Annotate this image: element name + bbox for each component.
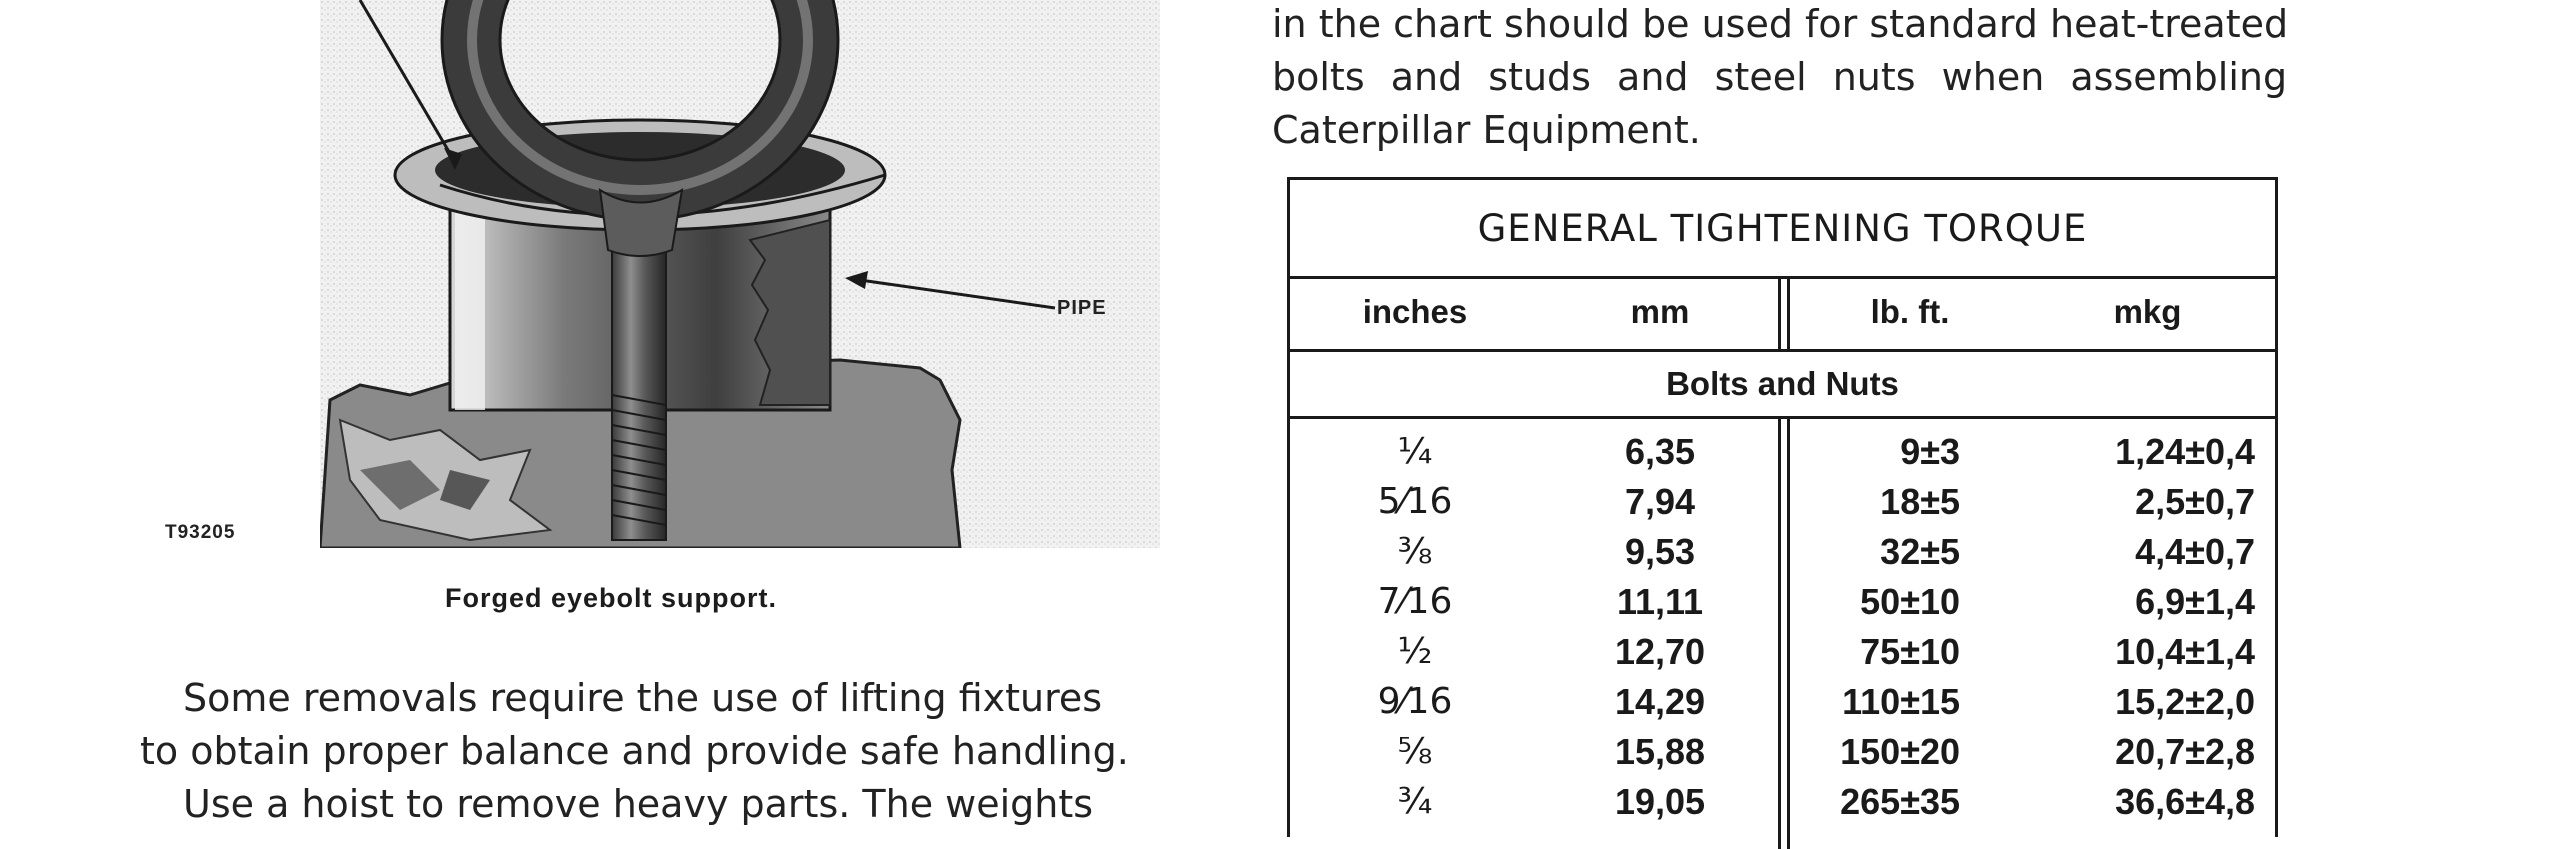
cell-lbft: 32±5	[1880, 531, 1960, 572]
cell-lbft: 18±5	[1880, 481, 1960, 522]
text-line: to obtain proper balance and provide safe handling.	[140, 729, 1129, 773]
text-line: Use a hoist to remove heavy parts. The weights	[183, 782, 1094, 826]
cell-mkg: 10,4±1,4	[2115, 631, 2255, 672]
table-title: GENERAL TIGHTENING TORQUE	[1290, 180, 2275, 279]
cell-lbft: 150±20	[1840, 731, 1960, 772]
paragraph-torque-intro	[1272, 0, 2289, 157]
pipe-label: PIPE	[1057, 297, 1107, 319]
eyebolt-figure	[165, 0, 1160, 548]
table-row	[1290, 477, 2275, 527]
cell-mkg: 20,7±2,8	[2115, 731, 2255, 772]
table-row	[1290, 577, 2275, 627]
table-row	[1290, 527, 2275, 577]
text-line: Some removals require the use of lifting fixtures	[183, 676, 1103, 720]
table-row	[1290, 777, 2275, 827]
torque-table	[1287, 177, 2278, 837]
text-line: in the chart should be used for standard heat-treated	[1272, 2, 2289, 46]
cell-mm: 11,11	[1616, 581, 1704, 622]
cell-inches: 7⁄16	[1377, 581, 1453, 622]
figure-caption: Forged eyebolt support.	[445, 583, 778, 613]
cell-mm: 9,53	[1624, 531, 1696, 572]
table-row	[1290, 677, 2275, 727]
column-divider	[1778, 279, 1790, 349]
cell-lbft: 110±15	[1842, 681, 1960, 722]
cell-mm: 14,29	[1614, 681, 1706, 722]
paragraph-lifting-fixtures	[140, 672, 1160, 778]
cell-inches: 5⁄16	[1377, 481, 1453, 522]
table-header-row	[1290, 279, 2275, 352]
cell-mkg: 4,4±0,7	[2135, 531, 2255, 572]
cell-inches: ½	[1397, 631, 1433, 672]
cell-mm: 7,94	[1624, 481, 1696, 522]
cell-mkg: 6,9±1,4	[2135, 581, 2255, 622]
figure-id-label: T93205	[165, 522, 236, 543]
cell-lbft: 265±35	[1840, 781, 1960, 822]
table-row	[1290, 627, 2275, 677]
cell-inches: 9⁄16	[1377, 681, 1453, 722]
cell-mkg: 15,2±2,0	[2115, 681, 2255, 722]
cell-lbft: 9±3	[1900, 431, 1960, 472]
cell-inches: ¾	[1397, 781, 1433, 822]
header-inches: inches	[1362, 293, 1468, 330]
cell-mkg: 1,24±0,4	[2115, 431, 2255, 472]
table-row	[1290, 427, 2275, 477]
header-lbft: lb. ft.	[1870, 293, 1950, 330]
cell-mkg: 36,6±4,8	[2115, 781, 2255, 822]
table-body	[1290, 419, 2275, 849]
cell-mm: 19,05	[1614, 781, 1706, 822]
cell-inches: ¼	[1397, 431, 1433, 472]
cell-lbft: 50±10	[1860, 581, 1960, 622]
text-line: bolts and studs and steel nuts when assembling	[1272, 55, 2288, 99]
text-line: Caterpillar Equipment.	[1272, 108, 1701, 152]
cell-mkg: 2,5±0,7	[2135, 481, 2255, 522]
header-mkg: mkg	[2113, 293, 2182, 330]
cell-lbft: 75±10	[1860, 631, 1960, 672]
eyebolt-illustration	[320, 0, 1160, 548]
paragraph-hoist	[183, 778, 1163, 831]
cell-inches: ⅜	[1397, 531, 1433, 572]
cell-mm: 12,70	[1614, 631, 1706, 672]
cell-mm: 15,88	[1614, 731, 1706, 772]
cell-inches: ⅝	[1397, 731, 1433, 772]
table-section-label: Bolts and Nuts	[1290, 352, 2275, 419]
table-row	[1290, 727, 2275, 777]
cell-mm: 6,35	[1624, 431, 1696, 472]
header-mm: mm	[1630, 293, 1690, 330]
